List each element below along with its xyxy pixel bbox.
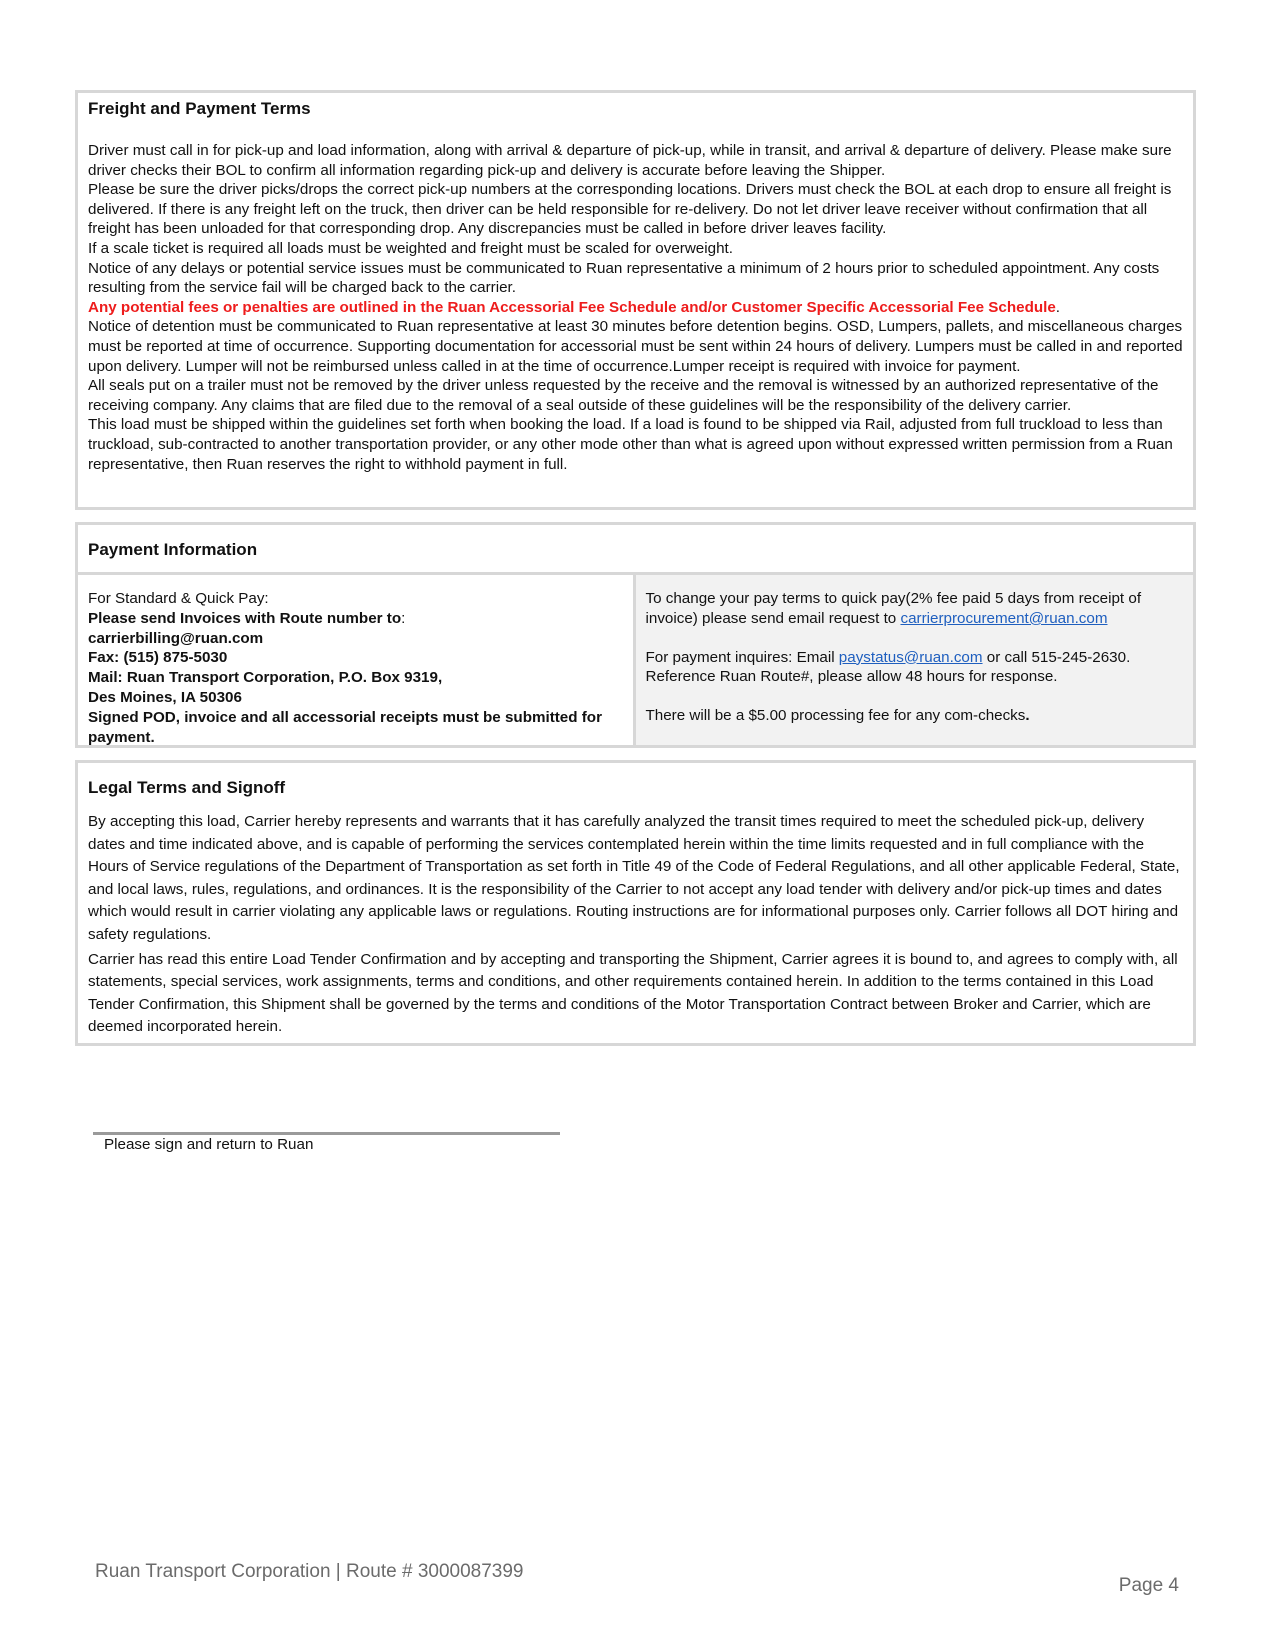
- fee-schedule-notice-period: .: [1055, 298, 1061, 316]
- freight-paragraph: Notice of detention must be communicated to Ruan representative at least 30 minutes before detention begins. OSD, Lumpers, pallets, and miscellaneous charges must be reported at time of occurrence. Supporting documentation for accessorial must be sent within 24 hours of delivery. Lumpers must be called in and reported upon delivery. Lumper will not be reimbursed unless called in at the time of occurrence.Lumper receipt is required with invoice for payment.: [88, 318, 1183, 375]
- fee-schedule-notice: [88, 298, 1183, 318]
- send-invoices-text: Please send Invoices with Route number to: [88, 609, 402, 627]
- freight-paragraph: Driver must call in for pick-up and load information, along with arrival & departure of pick-up, while in transit, and arrival & departure of delivery. Please make sure driver checks their BOL to confirm all information regarding pick-up and delivery is accurate before leaving the Shipper.: [88, 142, 1172, 179]
- legal-paragraph: Carrier has read this entire Load Tender Confirmation and by accepting and transporting the Shipment, Carrier agrees it is bound to, and agrees to comply with, all statements, special services, work assignments, terms and conditions, and other requirements contained herein. In addition to the terms contained in this Load Tender Confirmation, this Shipment shall be governed by the terms and conditions of the Motor Transportation Contract between Broker and Carrier, which are deemed incorporated herein.: [88, 950, 1178, 1036]
- inquiries-text: For payment inquires: Email: [645, 648, 839, 666]
- freight-paragraph: If a scale ticket is required all loads must be weighted and freight must be scaled for overweight.: [88, 239, 733, 257]
- processing-fee-note: [646, 706, 1184, 726]
- billing-mail-address-line2: Des Moines, IA 50306: [88, 688, 242, 706]
- inquiries-reference: Reference Ruan Route#, please allow 48 hours for response.: [645, 668, 1058, 686]
- freight-paragraph: Please be sure the driver picks/drops the correct pick-up numbers at the corresponding locations. Drivers must check the BOL at each drop to ensure all freight is delivered. If there is any freight left on the truck, then driver can be held responsible for re-delivery. Do not let driver leave receiver without confirmation that all freight has been unloaded for that corresponding drop. Any discrepancies must be called in before driver leaves facility.: [88, 181, 1172, 238]
- freight-section-title: Freight and Payment Terms: [88, 99, 311, 118]
- fee-schedule-notice-text: Any potential fees or penalties are outlined in the Ruan Accessorial Fee Schedule and/or Customer Specific Accessorial Fee Schedule: [88, 298, 1056, 316]
- billing-mail-address-line1: Mail: Ruan Transport Corporation, P.O. Box 9319,: [88, 669, 443, 687]
- payment-section-title: Payment Information: [88, 540, 258, 559]
- freight-paragraph: Notice of any delays or potential service issues must be communicated to Ruan representative a minimum of 2 hours prior to scheduled appointment. Any costs resulting from the service fail will be charged back to the carrier.: [88, 259, 1160, 297]
- footer-page-number: Page 4: [1118, 1575, 1179, 1596]
- standard-quick-pay-label: For Standard & Quick Pay:: [88, 590, 269, 607]
- freight-section-body: [88, 141, 1183, 474]
- legal-section-title: Legal Terms and Signoff: [88, 778, 286, 797]
- paystatus-email-link[interactable]: paystatus@ruan.com: [838, 648, 983, 666]
- freight-paragraph: This load must be shipped within the guidelines set forth when booking the load. If a load is found to be shipped via Rail, adjusted from full truckload to less than truckload, sub-contracted to another transportation provider, or any other mode other than what is agreed upon without expressed written permission from a Ruan representative, then Ruan reserves the right to withhold payment in full.: [88, 416, 1173, 473]
- billing-fax: Fax: (515) 875-5030: [88, 649, 228, 667]
- legal-terms-section: [75, 760, 1196, 1046]
- payment-invoice-instructions: [78, 575, 636, 745]
- send-invoices-line: [88, 609, 623, 629]
- quick-pay-request: [646, 589, 1184, 629]
- signed-pod-requirement: Signed POD, invoice and all accessorial receipts must be submitted for payment.: [88, 708, 602, 746]
- signature-label: Please sign and return to Ruan: [104, 1136, 314, 1153]
- footer-company-route: Ruan Transport Corporation | Route # 3000087399: [95, 1561, 524, 1582]
- quick-pay-text: To change your pay terms to quick pay(2% fee paid 5 days from receipt of invoice) please send email request to: [645, 590, 1142, 627]
- freight-payment-terms-section: [75, 90, 1196, 510]
- send-invoices-colon: :: [401, 609, 406, 627]
- processing-fee-period: .: [1025, 707, 1030, 725]
- legal-section-body: [88, 811, 1183, 1039]
- freight-paragraph: All seals put on a trailer must not be removed by the driver unless requested by the receive and the removal is witnessed by an authorized representative of the receiving company. Any claims that are filed due to the removal of a seal outside of these guidelines will be the responsibility of the delivery carrier.: [88, 377, 1159, 414]
- inquiries-phone: or call 515-245-2630.: [982, 648, 1131, 666]
- carrier-procurement-email-link[interactable]: carrierprocurement@ruan.com: [900, 609, 1108, 627]
- legal-paragraph: By accepting this load, Carrier hereby represents and warrants that it has carefully analyzed the transit times required to meet the scheduled pick-up, delivery dates and time indicated above, and is capable of performing the services contemplated herein within the time limits requested and in full compliance with the Hours of Service regulations of the Department of Transportation as set forth in Title 49 of the Code of Federal Regulations, and all other applicable Federal, State, and local laws, rules, regulations, and ordinances. It is the responsibility of the Carrier to not accept any load tender with delivery and/or pick-up times and dates which would result in carrier violating any applicable laws or regulations. Routing instructions are for informational purposes only. Carrier follows all DOT hiring and safety regulations.: [88, 813, 1180, 943]
- billing-email: carrierbilling@ruan.com: [88, 629, 264, 647]
- payment-terms-info: [636, 575, 1194, 745]
- payment-information-header: [75, 522, 1196, 575]
- payment-inquiries: [646, 648, 1184, 668]
- processing-fee-text: There will be a $5.00 processing fee for any com-checks: [645, 707, 1026, 725]
- payment-information-body: [75, 572, 1196, 748]
